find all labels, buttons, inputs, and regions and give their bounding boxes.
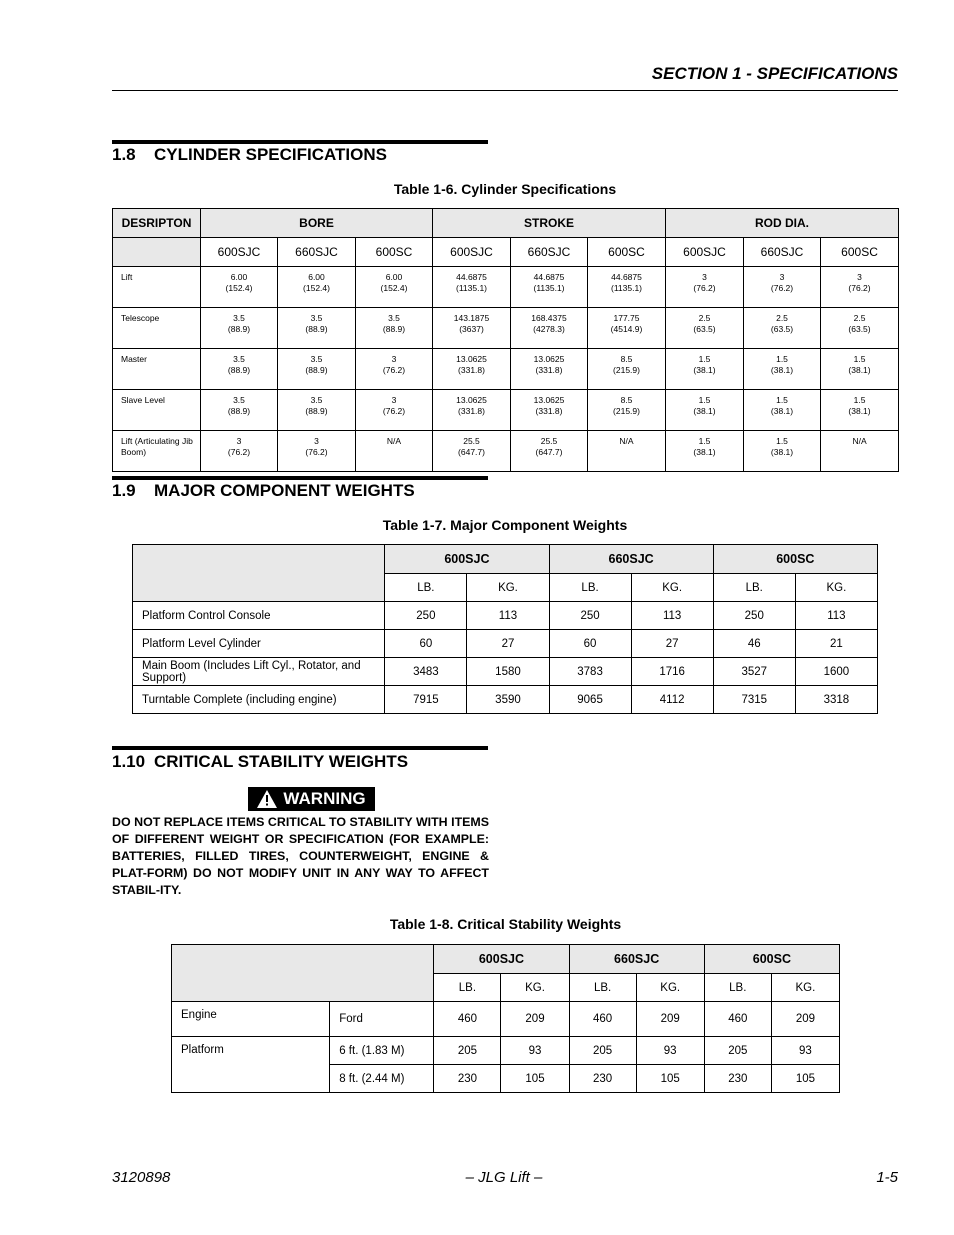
table-row: [113, 431, 899, 472]
model-header: 600SC: [588, 238, 666, 267]
section-number: 1.10: [112, 752, 146, 771]
table-cell: 60: [385, 630, 467, 658]
cell-value-mm: (88.9): [305, 324, 328, 334]
table-cell: [433, 431, 511, 472]
table-cell: [356, 390, 433, 431]
table-cell: [744, 390, 821, 431]
warning-triangle-icon: [257, 790, 277, 808]
model-header: 600SJC: [433, 238, 511, 267]
table-cell: 105: [636, 1065, 704, 1093]
cell-value-mm: (3637): [459, 324, 484, 334]
table-cell: [744, 308, 821, 349]
cell-value-mm: (38.1): [848, 406, 871, 416]
cell-value-mm: (1135.1): [610, 283, 643, 293]
warning-label: WARNING: [283, 789, 366, 808]
cell-value-mm: (215.9): [613, 365, 640, 375]
table-cell: 3483: [385, 658, 467, 686]
table-cell: [666, 267, 744, 308]
cell-value-inches: 1.5: [853, 395, 866, 405]
row-label: Lift (Articulating Jib Boom): [113, 431, 201, 472]
cell-value-inches: 6.00: [230, 272, 248, 282]
blank-cell: [172, 945, 434, 1002]
table-cell: [821, 349, 899, 390]
cell-value-mm: (88.9): [305, 406, 328, 416]
section-heading: CYLINDER SPECIFICATIONS: [154, 145, 387, 164]
cell-value-inches: 1.5: [776, 395, 788, 405]
critical-stability-weights-table: [171, 944, 840, 1093]
section-title-1-8: [112, 145, 387, 165]
table-cell: 105: [501, 1065, 569, 1093]
blank-cell: [113, 238, 201, 267]
cell-value-mm: (152.4): [380, 283, 408, 293]
row-label: Platform Level Cylinder: [133, 630, 385, 658]
model-header: 600SC: [713, 545, 877, 574]
model-header: 660SJC: [278, 238, 356, 267]
cell-value-mm: (88.9): [227, 365, 251, 375]
cell-value-inches: 13.0625: [533, 395, 565, 405]
cell-value-mm: (88.9): [227, 406, 251, 416]
cell-value-mm: (76.2): [382, 406, 406, 416]
section-number: 1.9: [112, 481, 136, 500]
cell-value-inches: 25.5: [540, 436, 558, 446]
table-cell: 460: [704, 1002, 771, 1037]
header-rod-dia: ROD DIA.: [666, 209, 899, 238]
cell-value-mm: (63.5): [848, 324, 871, 334]
table-cell: 460: [434, 1002, 501, 1037]
table-cell: 230: [569, 1065, 636, 1093]
cell-value-mm: (4514.9): [610, 324, 643, 334]
header-description: DESRIPTON: [113, 209, 201, 238]
cell-value-mm: (76.2): [227, 447, 251, 457]
table-cell: 205: [704, 1037, 771, 1065]
table-cell: 3783: [549, 658, 631, 686]
page-header-title: SECTION 1 - SPECIFICATIONS: [651, 64, 898, 83]
unit-header: KG.: [795, 574, 877, 602]
cell-value-inches: 8.5: [620, 354, 633, 364]
table-1-6-caption: Table 1-6. Cylinder Specifications: [393, 181, 617, 197]
cell-value-inches: 3: [702, 272, 707, 282]
section-bar-1-10: [112, 746, 488, 750]
table-cell: [744, 431, 821, 472]
cell-value-mm: (647.7): [458, 447, 485, 457]
table-cell: [744, 267, 821, 308]
table-cell: 113: [795, 602, 877, 630]
unit-header: LB.: [549, 574, 631, 602]
table-cell: 7915: [385, 686, 467, 714]
cell-value-inches: 2.5: [776, 313, 788, 323]
table-cell: 1716: [631, 658, 713, 686]
table-cell: [744, 349, 821, 390]
model-header: 600SC: [821, 238, 899, 267]
table-cell: 113: [467, 602, 549, 630]
table-cell: 9065: [549, 686, 631, 714]
cell-value-inches: 168.4375: [531, 313, 567, 323]
table-cell: 4112: [631, 686, 713, 714]
table-cell: [433, 308, 511, 349]
table-cell: [201, 390, 278, 431]
table-cell: [821, 267, 899, 308]
table-cell: 7315: [713, 686, 795, 714]
section-heading: MAJOR COMPONENT WEIGHTS: [154, 481, 415, 500]
cell-value-mm: (76.2): [770, 283, 794, 293]
cell-value-inches: 6.00: [308, 272, 325, 282]
cell-value-inches: 13.0625: [456, 354, 487, 364]
table-cell: 230: [704, 1065, 771, 1093]
cell-value-inches: N/A: [852, 436, 867, 446]
row-sublabel: 8 ft. (2.44 M): [330, 1065, 434, 1093]
table-cell: [821, 431, 899, 472]
table-cell: 105: [771, 1065, 839, 1093]
footer-page-number: 1-5: [876, 1169, 898, 1186]
table-row: [133, 658, 878, 686]
header-bore: BORE: [201, 209, 433, 238]
table-cell: [511, 431, 588, 472]
table-cell: [588, 431, 666, 472]
table-cell: [821, 308, 899, 349]
cell-value-mm: (38.1): [693, 406, 716, 416]
row-label: Platform: [172, 1037, 330, 1093]
cell-value-mm: (38.1): [770, 365, 794, 375]
cell-value-mm: (331.8): [458, 365, 485, 375]
cell-value-mm: (76.2): [693, 283, 716, 293]
table-cell: 3318: [795, 686, 877, 714]
cell-value-inches: 3.5: [233, 354, 245, 364]
cell-value-mm: (38.1): [770, 447, 794, 457]
table-1-8-caption: Table 1-8. Critical Stability Weights: [389, 916, 622, 932]
model-header: 600SJC: [666, 238, 744, 267]
row-sublabel: 6 ft. (1.83 M): [330, 1037, 434, 1065]
cell-value-inches: 8.5: [620, 395, 633, 405]
section-title-1-10: [112, 752, 408, 772]
row-label: Turntable Complete (including engine): [133, 686, 385, 714]
cell-value-mm: (38.1): [848, 365, 871, 375]
cell-value-inches: 3: [236, 436, 242, 446]
model-header: 660SJC: [549, 545, 713, 574]
table-row: [113, 349, 899, 390]
table-cell: 205: [434, 1037, 501, 1065]
cell-value-mm: (1135.1): [455, 283, 488, 293]
cell-value-mm: (331.8): [458, 406, 485, 416]
major-component-weights-table: [132, 544, 878, 714]
table-cell: [201, 267, 278, 308]
row-label: Telescope: [113, 308, 201, 349]
table-cell: [511, 349, 588, 390]
table-cell: [433, 267, 511, 308]
table-cell: 209: [501, 1002, 569, 1037]
table-cell: [666, 349, 744, 390]
unit-header: LB.: [704, 974, 771, 1002]
cell-value-mm: (38.1): [770, 406, 794, 416]
cell-value-inches: 3.5: [233, 395, 245, 405]
table-cell: 46: [713, 630, 795, 658]
unit-header: KG.: [636, 974, 704, 1002]
table-cell: 27: [631, 630, 713, 658]
cell-value-inches: 3: [391, 354, 397, 364]
cell-value-inches: N/A: [386, 436, 402, 446]
model-header: 600SJC: [201, 238, 278, 267]
cell-value-inches: 3.5: [233, 313, 245, 323]
header-stroke: STROKE: [433, 209, 666, 238]
cell-value-mm: (647.7): [535, 447, 563, 457]
table-cell: [356, 308, 433, 349]
cell-value-mm: (76.2): [305, 447, 328, 457]
cell-value-inches: 3: [391, 395, 397, 405]
cell-value-inches: 3.5: [310, 313, 323, 323]
cell-value-inches: 44.6875: [611, 272, 642, 282]
table-cell: [201, 308, 278, 349]
table-cell: 27: [467, 630, 549, 658]
table-cell: 250: [385, 602, 467, 630]
section-title-1-9: [112, 481, 415, 501]
unit-header: LB.: [385, 574, 467, 602]
table-cell: 113: [631, 602, 713, 630]
blank-cell: [133, 545, 385, 602]
table-cell: 93: [636, 1037, 704, 1065]
unit-header: KG.: [467, 574, 549, 602]
unit-header: LB.: [569, 974, 636, 1002]
cell-value-inches: 3: [779, 272, 785, 282]
model-header: 600SJC: [434, 945, 569, 974]
cell-value-mm: (331.8): [535, 365, 563, 375]
table-cell: [433, 349, 511, 390]
cell-value-mm: (88.9): [305, 365, 328, 375]
cell-value-inches: 2.5: [698, 313, 711, 323]
cell-value-inches: 1.5: [698, 395, 711, 405]
table-cell: 93: [501, 1037, 569, 1065]
cell-value-inches: 13.0625: [456, 395, 487, 405]
table-cell: [666, 390, 744, 431]
cell-value-mm: (63.5): [693, 324, 716, 334]
table-cell: 1600: [795, 658, 877, 686]
unit-header: LB.: [434, 974, 501, 1002]
unit-header: KG.: [771, 974, 839, 1002]
model-header: 660SJC: [511, 238, 588, 267]
table-1-7-caption: Table 1-7. Major Component Weights: [382, 517, 628, 533]
cell-value-mm: (88.9): [227, 324, 251, 334]
cell-value-mm: (331.8): [535, 406, 563, 416]
table-cell: [278, 390, 356, 431]
table-cell: [511, 390, 588, 431]
row-label: Lift: [113, 267, 201, 308]
table-cell: 205: [569, 1037, 636, 1065]
cell-value-inches: 44.6875: [533, 272, 565, 282]
cell-value-mm: (63.5): [770, 324, 794, 334]
warning-text: DO NOT REPLACE ITEMS CRITICAL TO STABILITY WITH ITEMS OF DIFFERENT WEIGHT OR SPECIFICATION (FOR EXAMPLE: BATTERIES, FILLED TIRES, COUNTERWEIGHT, ENGINE & PLAT-FORM) DO NOT MODIFY UNIT IN ANY WAY TO AFFECT STABIL-ITY.: [112, 815, 489, 897]
cell-value-mm: (38.1): [693, 447, 716, 457]
unit-header: KG.: [631, 574, 713, 602]
table-cell: 60: [549, 630, 631, 658]
section-number: 1.8: [112, 145, 136, 164]
table-cell: [278, 349, 356, 390]
row-label: Master: [113, 349, 201, 390]
cell-value-inches: 177.75: [613, 313, 640, 323]
section-bar-1-9: [112, 476, 488, 480]
table-cell: 3590: [467, 686, 549, 714]
model-header: 660SJC: [569, 945, 704, 974]
unit-header: LB.: [713, 574, 795, 602]
table-cell: [356, 267, 433, 308]
cell-value-mm: (76.2): [382, 365, 406, 375]
cell-value-inches: 2.5: [853, 313, 866, 323]
table-cell: 460: [569, 1002, 636, 1037]
warning-badge: [248, 787, 375, 811]
table-cell: [666, 431, 744, 472]
table-row: [133, 602, 878, 630]
row-label: Main Boom (Includes Lift Cyl., Rotator, and Support): [133, 658, 385, 686]
table-cell: [588, 390, 666, 431]
table-cell: 93: [771, 1037, 839, 1065]
table-cell: [588, 267, 666, 308]
cylinder-specifications-table: [112, 208, 899, 472]
row-label: Platform Control Console: [133, 602, 385, 630]
cell-value-inches: 3.5: [310, 354, 323, 364]
table-cell: 250: [713, 602, 795, 630]
table-cell: 1580: [467, 658, 549, 686]
table-cell: 3527: [713, 658, 795, 686]
footer-doc-number: 3120898: [112, 1169, 171, 1186]
table-cell: [278, 431, 356, 472]
model-header: 660SJC: [744, 238, 821, 267]
table-row: [113, 267, 899, 308]
table-cell: 21: [795, 630, 877, 658]
section-bar-1-8: [112, 140, 488, 144]
table-cell: [588, 349, 666, 390]
table-cell: [278, 267, 356, 308]
cell-value-mm: (76.2): [848, 283, 871, 293]
cell-value-inches: 3.5: [388, 313, 400, 323]
table-row: [133, 630, 878, 658]
cell-value-inches: 25.5: [463, 436, 480, 446]
table-cell: [201, 349, 278, 390]
model-header: 600SJC: [385, 545, 549, 574]
table-cell: 209: [636, 1002, 704, 1037]
cell-value-mm: (152.4): [225, 283, 253, 293]
section-heading: CRITICAL STABILITY WEIGHTS: [154, 752, 409, 771]
table-cell: 230: [434, 1065, 501, 1093]
table-row: [133, 686, 878, 714]
unit-header: KG.: [501, 974, 569, 1002]
cell-value-mm: (152.4): [303, 283, 330, 293]
model-header: 600SC: [356, 238, 433, 267]
cell-value-inches: N/A: [619, 436, 634, 446]
cell-value-inches: 1.5: [853, 354, 866, 364]
table-cell: [666, 308, 744, 349]
cell-value-inches: 44.6875: [456, 272, 487, 282]
table-cell: 209: [771, 1002, 839, 1037]
cell-value-inches: 143.1875: [453, 313, 490, 323]
table-cell: [356, 349, 433, 390]
row-label: Slave Level: [113, 390, 201, 431]
cell-value-inches: 13.0625: [533, 354, 565, 364]
table-cell: 250: [549, 602, 631, 630]
cell-value-inches: 3.5: [310, 395, 323, 405]
table-cell: [433, 390, 511, 431]
table-cell: [588, 308, 666, 349]
model-header: 600SC: [704, 945, 839, 974]
table-row: [113, 308, 899, 349]
table-cell: [511, 267, 588, 308]
cell-value-mm: (88.9): [382, 324, 406, 334]
cell-value-inches: 1.5: [776, 354, 788, 364]
footer-brand: – JLG Lift –: [465, 1169, 543, 1186]
table-row: [113, 390, 899, 431]
cell-value-mm: (215.9): [613, 406, 640, 416]
cell-value-inches: 3: [857, 272, 862, 282]
table-cell: [511, 308, 588, 349]
cell-value-inches: 1.5: [698, 436, 711, 446]
table-cell: [821, 390, 899, 431]
table-cell: [356, 431, 433, 472]
table-cell: [201, 431, 278, 472]
row-sublabel: Ford: [330, 1002, 434, 1037]
cell-value-inches: 1.5: [698, 354, 711, 364]
cell-value-inches: 3: [314, 436, 319, 446]
cell-value-mm: (1135.1): [533, 283, 565, 293]
cell-value-inches: 6.00: [385, 272, 403, 282]
header-rule: [112, 90, 898, 91]
cell-value-mm: (4278.3): [533, 324, 565, 334]
cell-value-mm: (38.1): [693, 365, 716, 375]
row-label: Engine: [172, 1002, 330, 1037]
table-cell: [278, 308, 356, 349]
cell-value-inches: 1.5: [776, 436, 788, 446]
